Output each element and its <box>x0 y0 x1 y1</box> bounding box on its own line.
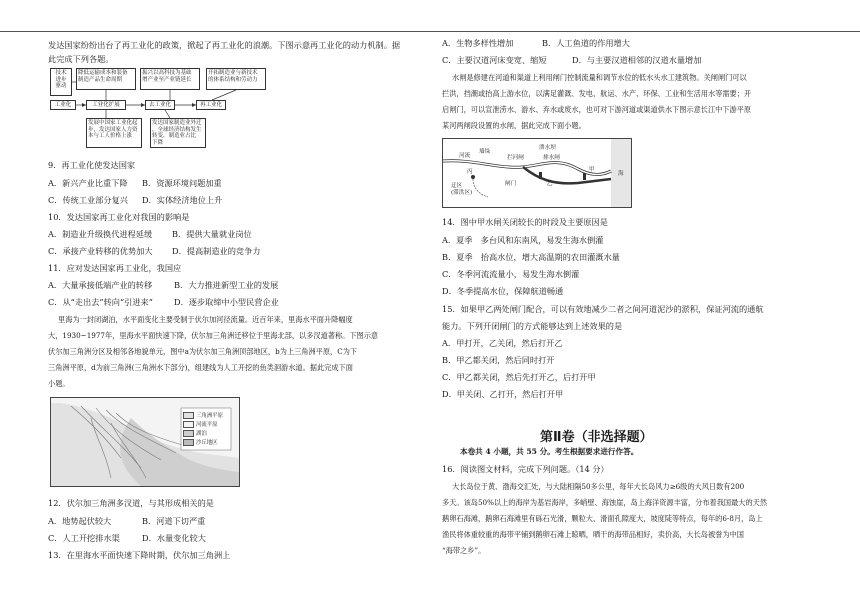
flow-box-c: 开拓制造业与新技术 的体系结构和劳动力 <box>206 68 266 90</box>
q10-option-b[interactable]: B．提供大量就业岗位 <box>172 229 252 239</box>
sluice-passage-line-3: 启闸门，可以宣泄涝水、游水、弃水或废水，也可对下游河道或渠道供水下图示意长江中下游平原 <box>442 105 752 114</box>
q11-stem: 11．应对发达国家再工业化，我国应 <box>48 263 182 273</box>
q15-option-a[interactable]: A．甲打开，乙关闭，然后打开乙 <box>442 338 563 348</box>
q13-option-a[interactable]: A．生物多样性增加 <box>442 38 514 48</box>
flow-expansion: 工业化扩展 <box>86 100 126 110</box>
map-label-dam: 溃水坝 <box>539 145 556 151</box>
legend-item-3: 湖泊 <box>183 429 207 437</box>
caspian-passage-line-4: 三角洲平原，d为前三角洲(三角洲水下部分)，组建线为人工开挖的鱼类洄游水道。据此完成下面 <box>48 363 353 372</box>
caspian-passage-line-5: 小题。 <box>48 379 70 388</box>
map-label-district: 迂区 (滞洪区) <box>451 183 473 196</box>
q11-option-d[interactable]: D．逐步取缔中小型民营企业 <box>174 297 279 307</box>
caspian-passage-line-3: 伏尔加三角洲分区及相邻各地貌单元，图中a为伏尔加三角洲顶部地区，b为上三角洲平原，C为下 <box>48 347 358 356</box>
q12-option-c[interactable]: C．人工开挖排水渠 <box>48 533 120 543</box>
q16-passage-line-1: 大长岛位于黄、渤海交汇处，与大陆相隔50多公里，每年大长岛风力≥6级的大风日数有200 <box>452 482 745 491</box>
q15-option-b[interactable]: B．甲乙都关闭，然后同时打开 <box>442 355 555 365</box>
q15-option-d[interactable]: D．甲关闭、乙打开，然后打开甲 <box>442 389 564 399</box>
q10-option-c[interactable]: C．承接产业转移的优势加大 <box>48 246 153 256</box>
intro-line-2: 此完成下列各题。 <box>48 54 114 64</box>
q9-option-a[interactable]: A．新兴产业比重下降 <box>48 178 128 188</box>
flow-de-industrialization: 去工业化 <box>145 100 175 110</box>
q14-stem: 14．图中甲水闸关闭较长的时段及主要原因是 <box>442 217 608 227</box>
sluice-passage-line-1: 水闸是修建在河道和渠道上利用闸门控制流量和调节水位的低水头水工建筑物。关闸闸门可以 <box>452 73 747 82</box>
q12-stem: 12．伏尔加三角洲多汊道，与其形成相关的是 <box>48 498 214 508</box>
caspian-passage-line-1: 里海为一封闭湖泊，水平面变化主要受制于伏尔加河径流量。近百年来，里海水平面升降幅度 <box>58 315 353 324</box>
q13-option-b[interactable]: B．人工鱼道的作用增大 <box>542 38 630 48</box>
flow-box-e: 发达国家制造业外迁 ，全球经济结构发生 转变，制造业占比 下降 <box>150 118 206 148</box>
flow-tech-drive: 技术 进步 驱动 <box>50 68 72 96</box>
q12-option-d[interactable]: D．水量变化较大 <box>142 533 206 543</box>
q14-option-c[interactable]: C．冬季河流流量小，易发生海水倒灌 <box>442 269 580 279</box>
map-label-gate: 闸门 <box>505 181 517 187</box>
river-sluice-map <box>442 138 632 208</box>
map-label-river: 河流 <box>459 153 471 159</box>
q14-option-b[interactable]: B．夏季 抬高水位，增大高温期的农田灌溉水量 <box>442 252 620 262</box>
q16-stem: 16．阅读图文材料，完成下列问题。（14 分） <box>442 464 609 474</box>
section-title: 第Ⅱ卷（非选择题） <box>540 430 653 445</box>
q10-option-d[interactable]: D．提高制造业的竞争力 <box>172 246 261 256</box>
sluice-passage-line-2: 拦洪，挡潮或抬高上游水位，以满足灌溉、发电、航运、水产、环保、工业和生活用水等需要；开 <box>442 89 752 98</box>
q13-stem: 13．在里海水平面快速下降时期，伏尔加三角洲上 <box>48 550 231 560</box>
legend-item-2: 河流平原 <box>183 420 218 428</box>
flowchart-arrows <box>0 0 430 160</box>
flow-box-b: 振兴以高科技为基础 增产业至产业链延长 <box>140 68 200 90</box>
q11-option-b[interactable]: B．大力推进新型工业的发展 <box>174 280 279 290</box>
section-note: 本卷共 4 小题，共 55 分。考生根据要求进行作答。 <box>460 447 639 456</box>
map-label-yi: 乙 <box>547 181 553 187</box>
q15-stem-line-2: 能力。下列开闭闸门的方式能够达到上述效果的是 <box>442 321 623 331</box>
caspian-passage-line-2: 大，1930~1977年，里海水平面快速下降，伏尔加三角洲迁移位于里海北部，以多汊道著称。下图示意 <box>48 331 379 340</box>
q14-option-a[interactable]: A．夏季 多台风和东南风，易发生海水倒灌 <box>442 235 604 245</box>
q14-option-d[interactable]: D．冬季提高水位，保障航道畅通 <box>442 286 564 296</box>
q9-option-b[interactable]: B．资源环境问题加重 <box>142 178 222 188</box>
q10-option-a[interactable]: A．制造业升级换代进程延缓 <box>48 229 153 239</box>
q9-stem: 9．再工业化使发达国家 <box>48 160 136 170</box>
q16-passage-line-5: “海带之乡”。 <box>442 546 486 555</box>
q15-stem-line-1: 15．如果甲乙两处闸门配合，可以有效地减少二者之间河道泥沙的淤积，保证河流的通航 <box>442 304 764 314</box>
q12-option-b[interactable]: B．河道下切严重 <box>142 516 206 526</box>
map-label-sea: 海 <box>618 171 624 177</box>
q12-option-a[interactable]: A．地势起伏较大 <box>48 516 112 526</box>
q9-option-c[interactable]: C．传统工业部分复兴 <box>48 195 128 205</box>
q16-passage-line-3: 鹅卵石海滩，鹅卵石海滩里有砾石光滑，颗粒大、滑面孔隙度大，坡度陡等特点，每年的6-8月，岛上 <box>442 514 763 523</box>
volga-delta-map <box>50 397 240 487</box>
q11-option-a[interactable]: A．大量承接低端产业的转移 <box>48 280 153 290</box>
q13-option-d[interactable]: D．与主要汉道相邻的汉道水量增加 <box>572 55 702 65</box>
legend-item-4: 沙丘地区 <box>183 438 218 446</box>
q16-passage-line-4: 渔民将体重较重的海带平铺到鹅卵石滩上晾晒，晒干的海带品相好，卖价高，大长岛被誉为中国 <box>442 530 744 539</box>
map-label-jia: 甲 <box>589 167 595 173</box>
map-label-flood-gate: 拦河闸 <box>507 155 524 161</box>
sluice-passage-line-4: 某河两闸段设置的水闸，据此完成下面小题。 <box>442 121 586 130</box>
map-label-seawall: 墙垛 <box>479 149 491 155</box>
flow-industrialization: 工业化 <box>50 100 76 110</box>
q9-option-d[interactable]: D．实体经济地位上升 <box>142 195 223 205</box>
q11-option-c[interactable]: C．从“走出去”转向“引进来” <box>48 297 153 307</box>
q16-passage-line-2: 多天。该岛50%以上的海岸为基岩海岸，多峭壁、海蚀崖，岛上海洋资源丰富，分布着我国最大的天然 <box>442 498 768 507</box>
intro-line-1: 发达国家纷纷出台了再工业化的政策，掀起了再工业化的浪潮。下图示意再工业化的动力机制。据 <box>48 40 401 50</box>
legend-item-1: 三角洲平原 <box>183 411 223 419</box>
q13-option-c[interactable]: C．主要汉道河床变宽、缩短 <box>442 55 547 65</box>
map-label-bing: 丙 <box>467 169 473 175</box>
flow-box-a: 降低运输成本和装备 制造产品生命周期 <box>76 68 136 90</box>
map-label-station: 排水闸 <box>543 155 560 161</box>
q15-option-c[interactable]: C．甲乙都关闭，然后先打开乙，后打开甲 <box>442 372 596 382</box>
q10-stem: 10．发达国家再工业化对我国的影响是 <box>48 212 190 222</box>
flow-re-industrialization: 再工业化 <box>196 100 226 110</box>
flow-box-d: 发展中国家工业化起 步，发达国家人力资 本与工人价格上涨 <box>86 118 142 148</box>
